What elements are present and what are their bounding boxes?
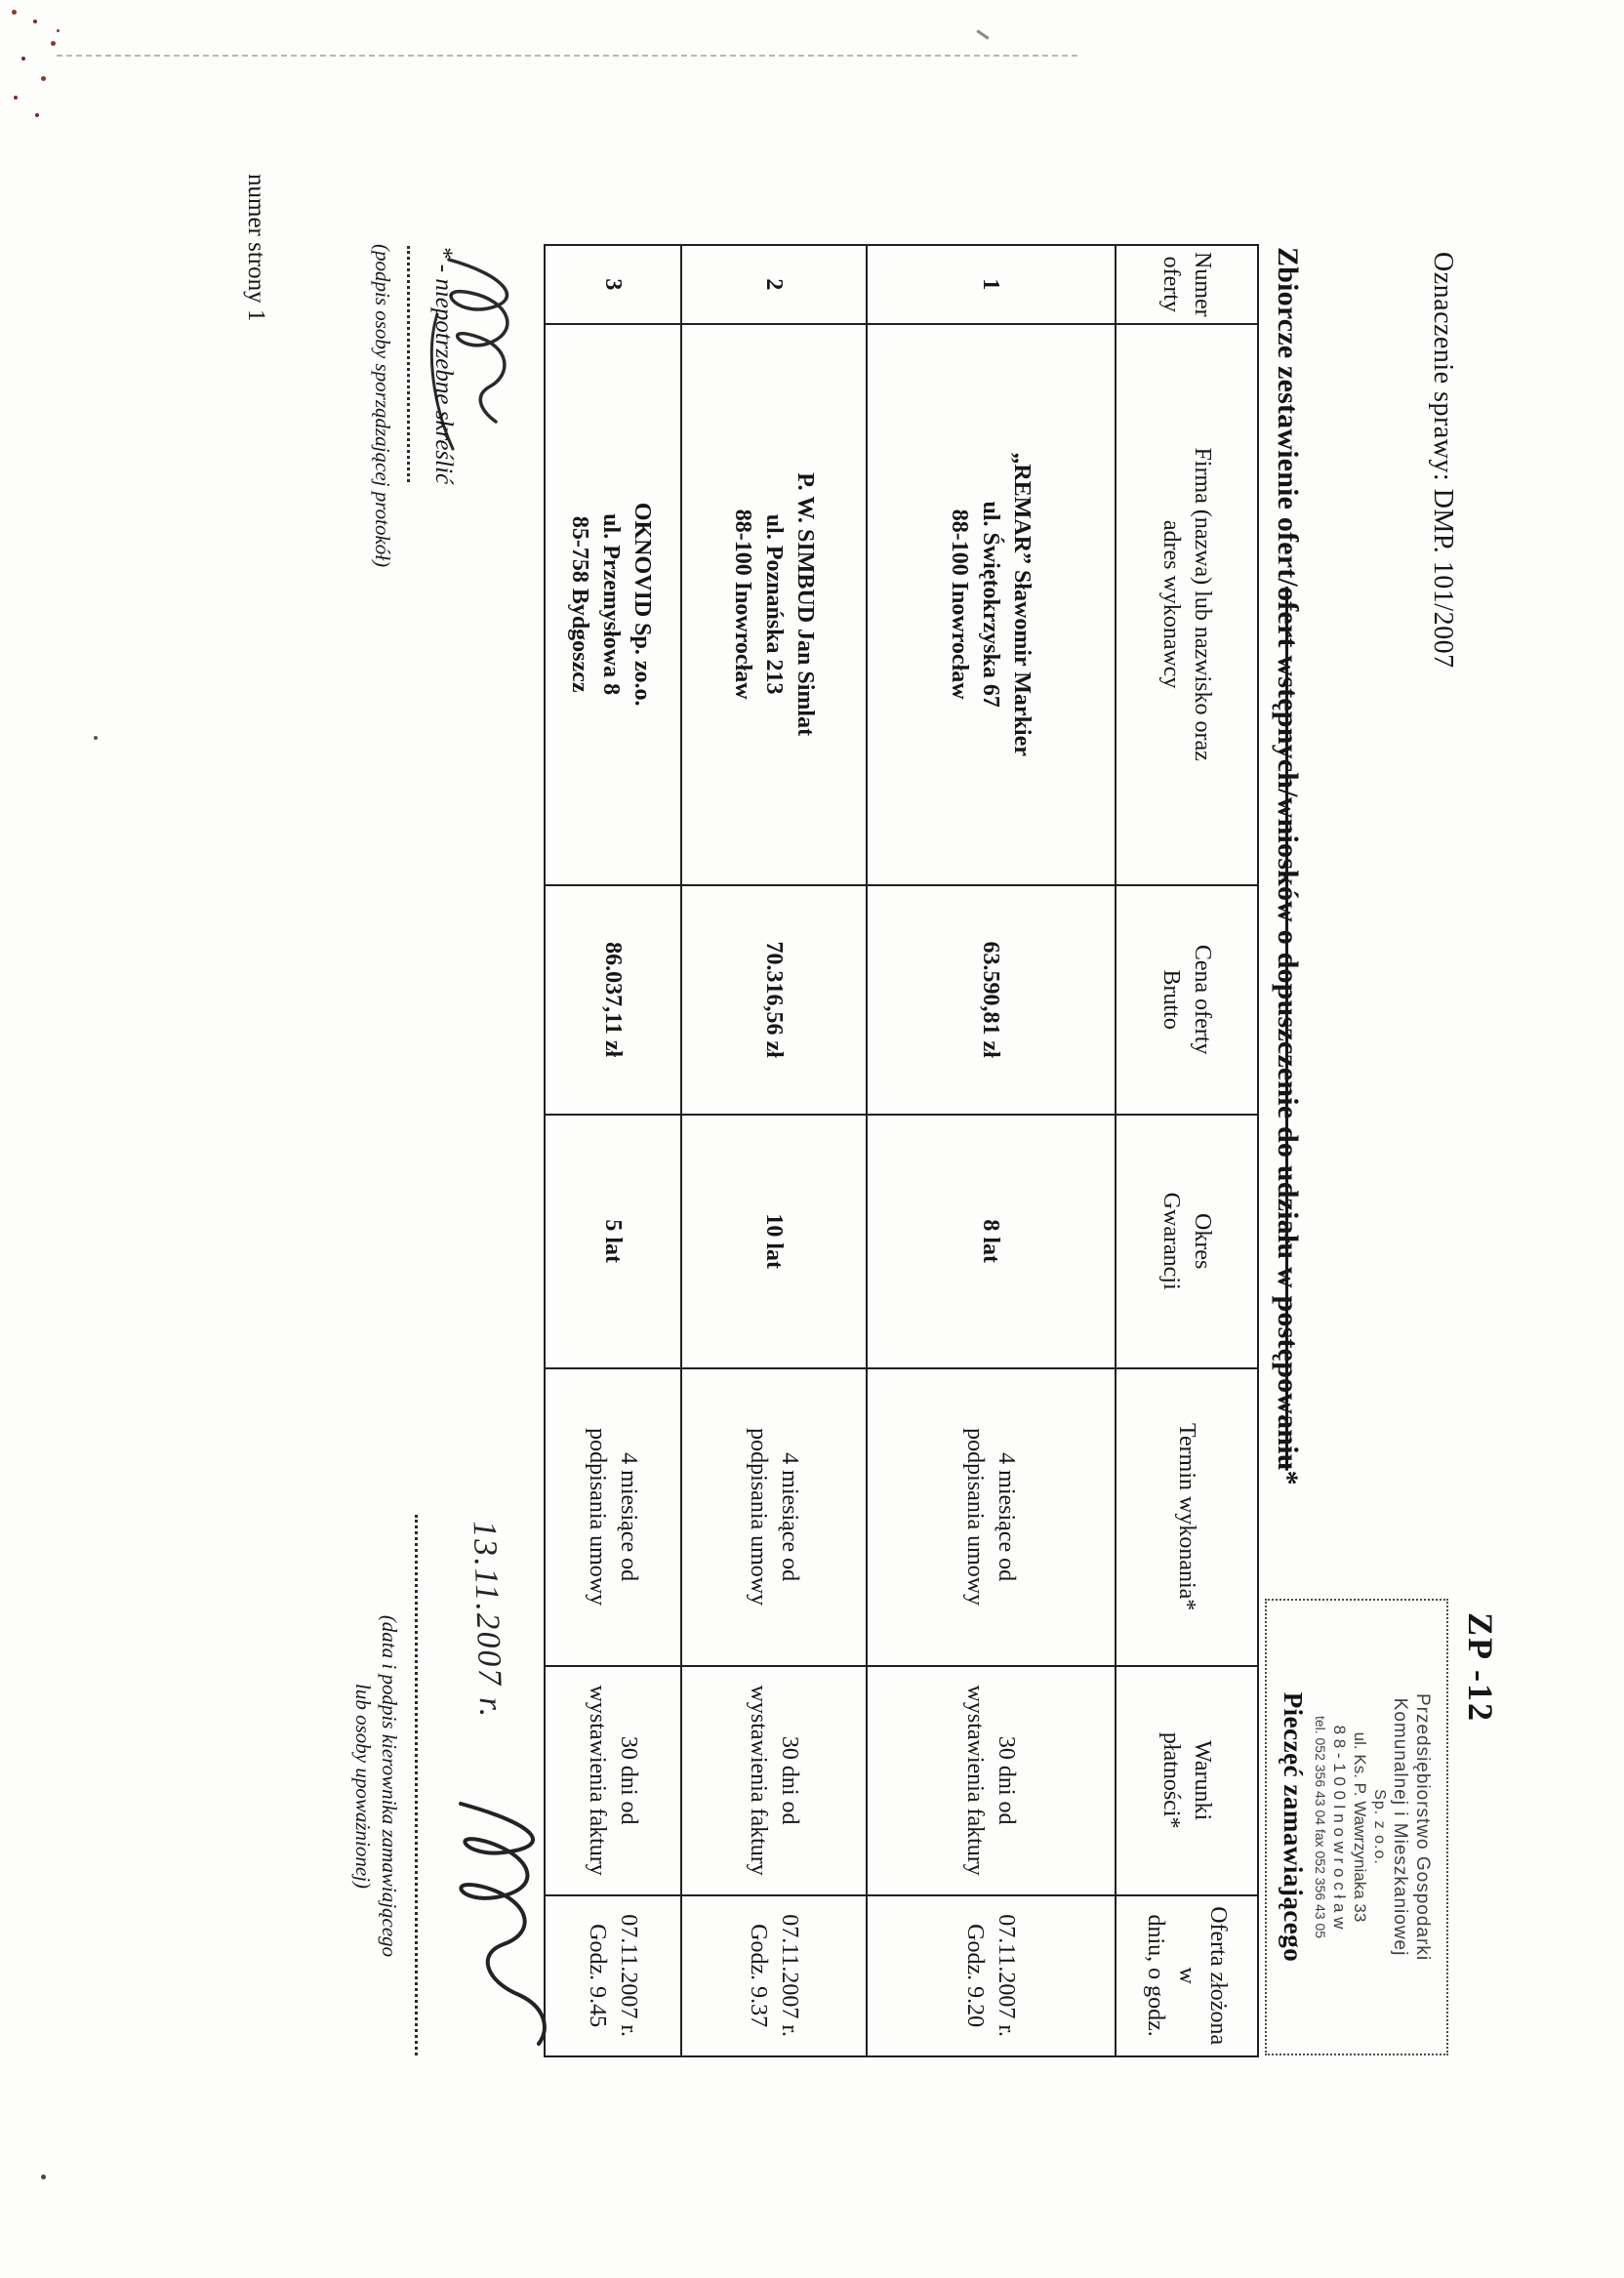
- cell-contractor: „REMAR” Sławomir Markier ul. Świętokrzyska 67 88-100 Inowrocław: [867, 324, 1116, 885]
- title-asterisk: *: [1272, 1470, 1304, 1485]
- case-number-label: Oznaczenie sprawy: DMP. 101/2007: [1428, 252, 1458, 669]
- cell-contractor: OKNOVID Sp. zo.o. ul. Przemysłowa 8 85-758 Bydgoszcz: [545, 324, 681, 885]
- asterisk-footnote: * - niepotrzebne skreślić: [430, 246, 457, 485]
- cell-submission-datetime: 07.11.2007 r. Godz. 9.37: [681, 1895, 867, 2056]
- stamp-address-line: ul. Ks. P. Wawrzyniaka 33: [1351, 1731, 1369, 1923]
- cell-completion-term: 4 miesiące od podpisania umowy: [545, 1368, 681, 1666]
- table-row: [681, 245, 867, 2056]
- cell-warranty: 8 lat: [867, 1115, 1116, 1368]
- header-gross-price: Cena oferty Brutto: [1116, 885, 1258, 1115]
- title-prefix: Zbiorcze zestawienie ofert/: [1272, 247, 1304, 588]
- offers-summary-table: [544, 244, 1259, 2057]
- cell-warranty: 5 lat: [545, 1115, 681, 1368]
- header-completion-term: Termin wykonania*: [1116, 1368, 1258, 1666]
- header-contractor: Firma (nazwa) lub nazwisko oraz adres wykonawcy: [1116, 324, 1258, 885]
- title-struck-part: ofert wstępnych/wniosków o dopuszczenie do udziału w postępowaniu: [1272, 587, 1304, 1471]
- cell-offer-number: 1: [867, 245, 1116, 324]
- cell-submission-datetime: 07.11.2007 r. Godz. 9.45: [545, 1895, 681, 2056]
- signature-dotted-line: [407, 246, 439, 482]
- header-warranty-period: Okres Gwarancji: [1116, 1115, 1258, 1368]
- header-submission-datetime: Oferta złożona w dniu, o godz.: [1116, 1895, 1258, 2056]
- stamp-company-line: Sp. z o.o.: [1371, 1789, 1388, 1865]
- cell-warranty: 10 lat: [681, 1115, 867, 1368]
- page-number: numer strony 1: [243, 174, 269, 322]
- table-row: [545, 245, 681, 2056]
- stamp-city-line: 8 8 - 1 0 0 I n o w r o c ł a w: [1330, 1725, 1349, 1930]
- cell-payment-terms: 30 dni od wystawienia faktury: [545, 1666, 681, 1895]
- header-payment-terms: Warunki płatności*: [1116, 1666, 1258, 1895]
- manager-signature-caption: (data i podpis kierownika zamawiającego lub osoby upoważnionej): [351, 1614, 401, 1958]
- handwritten-date: 13.11.2007 r.: [466, 1520, 509, 1720]
- cell-gross-price: 70.316,56 zł: [681, 885, 867, 1115]
- page-edge-scan-artifact: [57, 55, 1077, 57]
- cell-submission-datetime: 07.11.2007 r. Godz. 9.20: [867, 1895, 1116, 2056]
- stamp-caption: Pieczęć zamawiającego: [1279, 1691, 1308, 1963]
- stamp-company-line: Przedsiębiorstwo Gospodarki: [1412, 1692, 1433, 1962]
- stamp-company-line: Komunalnej i Mieszkaniowej: [1390, 1697, 1410, 1957]
- header-offer-number: Numer oferty: [1116, 245, 1258, 324]
- cell-completion-term: 4 miesiące od podpisania umowy: [681, 1368, 867, 1666]
- cell-offer-number: 2: [681, 245, 867, 324]
- signature-dotted-line: [415, 1515, 447, 2055]
- table-header-row: [1116, 245, 1258, 2056]
- cell-gross-price: 63.590,81 zł: [867, 885, 1116, 1115]
- form-code-label: ZP -12: [1461, 1612, 1500, 1724]
- cell-gross-price: 86.037,11 zł: [545, 885, 681, 1115]
- cell-offer-number: 3: [545, 245, 681, 324]
- cell-contractor: P. W. SIMBUD Jan Simlat ul. Poznańska 213 88-100 Inowrocław: [681, 324, 867, 885]
- table-row: [867, 245, 1116, 2056]
- document-title: [1271, 247, 1304, 2101]
- cell-payment-terms: 30 dni od wystawienia faktury: [867, 1666, 1116, 1895]
- cell-completion-term: 4 miesiące od podpisania umowy: [867, 1368, 1116, 1666]
- preparer-signature-caption: (podpis osoby sporządzającej protokół): [371, 244, 394, 568]
- stamp-phone-line: tel. 052 356 43 04 fax 052 356 43 05: [1313, 1715, 1328, 1939]
- cell-payment-terms: 30 dni od wystawienia faktury: [681, 1666, 867, 1895]
